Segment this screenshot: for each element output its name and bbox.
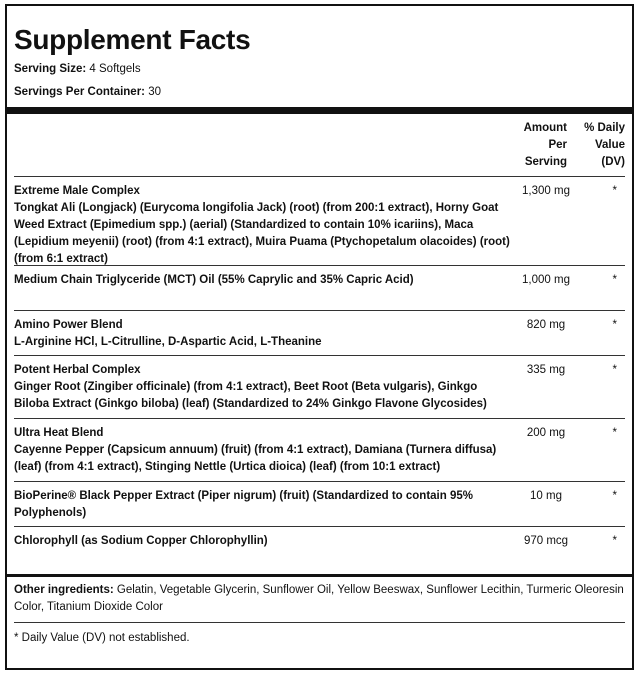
- serving-size-label: Serving Size:: [14, 63, 87, 75]
- other-ingredients-value: Gelatin, Vegetable Glycerin, Sunflower Oil, Yellow Beeswax, Sunflower Lecithin, Turmeric Oleoresin Color, Titanium Dioxide Color: [14, 584, 624, 613]
- ingredient-row: [14, 177, 625, 265]
- thick-divider: [7, 107, 632, 114]
- ingredient-row: [14, 266, 625, 310]
- servings-per-container-value: 30: [148, 86, 162, 98]
- ingredient-amount: 1,000 mg: [522, 274, 570, 286]
- servings-per-container: [14, 85, 625, 99]
- ingredient-dv: *: [612, 364, 617, 376]
- ingredient-amount: 200 mg: [526, 427, 566, 439]
- ingredient-detail: Ginger Root (Zingiber officinale) (from 4:1 extract), Beet Root (Beta vulgaris), Ginkgo Biloba Extract (Ginkgo biloba) (leaf) (Standardized to 24% Ginkgo Flavone Glycosides): [14, 381, 487, 410]
- supplement-facts-panel: [5, 4, 634, 670]
- ingredient-text: [14, 488, 514, 522]
- ingredient-text: [14, 183, 514, 268]
- dv-header: % Daily Value (DV): [584, 122, 625, 168]
- column-header: [14, 114, 625, 176]
- ingredient-name: BioPerine® Black Pepper Extract (Piper nigrum) (fruit) (Standardized to contain 95% Polyphenols): [14, 490, 473, 519]
- ingredient-dv: *: [612, 427, 617, 439]
- ingredient-row: [14, 311, 625, 355]
- other-ingredients-label: Other ingredients:: [14, 584, 114, 596]
- ingredient-dv: *: [612, 274, 617, 286]
- panel-title: Supplement Facts: [14, 24, 251, 55]
- ingredient-text: [14, 362, 514, 413]
- ingredient-amount: 970 mcg: [523, 535, 569, 547]
- serving-size-value: 4 Softgels: [89, 63, 141, 75]
- ingredient-detail: Cayenne Pepper (Capsicum annuum) (fruit) (from 4:1 extract), Damiana (Turnera diffusa) (leaf) (from 4:1 extract), Stinging Nettle (Urtica dioica) (leaf) (from 10:1 extract): [14, 444, 497, 473]
- ingredient-text: [14, 533, 514, 550]
- ingredient-row: [14, 419, 625, 481]
- ingredient-row: [14, 482, 625, 526]
- ingredient-name: Extreme Male Complex: [14, 185, 140, 197]
- serving-size: [14, 62, 625, 76]
- ingredient-text: [14, 317, 514, 351]
- footnote: * Daily Value (DV) not established.: [14, 632, 190, 644]
- ingredient-dv: *: [612, 185, 617, 197]
- ingredient-detail: L-Arginine HCl, L-Citrulline, D-Aspartic Acid, L-Theanine: [14, 336, 322, 348]
- ingredient-detail: Tongkat Ali (Longjack) (Eurycoma longifolia Jack) (root) (from 200:1 extract), Horny Goat Weed Extract (Epimedium spp.) (aerial) (Standardized to contain 10% icariins), Maca (Lepidium meyenii) (root) (from 4:1 extract), Muira Puama (Ptychopetalum olacoides) (root) (from 6:1 extract): [14, 202, 510, 265]
- ingredient-text: [14, 272, 514, 289]
- ingredient-amount: 335 mg: [526, 364, 566, 376]
- ingredient-amount: 10 mg: [530, 490, 562, 502]
- ingredient-dv: *: [612, 319, 617, 331]
- ingredient-name: Ultra Heat Blend: [14, 427, 104, 439]
- ingredient-row: [14, 527, 625, 574]
- ingredient-dv: *: [612, 490, 617, 502]
- servings-per-container-label: Servings Per Container:: [14, 86, 146, 98]
- ingredient-text: [14, 425, 514, 476]
- ingredient-amount: 820 mg: [526, 319, 566, 331]
- amount-header: Amount Per Serving: [523, 122, 567, 168]
- ingredient-dv: *: [612, 535, 617, 547]
- ingredient-row: [14, 356, 625, 418]
- other-ingredients: [14, 577, 625, 622]
- ingredient-name: Chlorophyll (as Sodium Copper Chlorophyllin): [14, 535, 268, 547]
- ingredient-name: Potent Herbal Complex: [14, 364, 141, 376]
- ingredient-amount: 1,300 mg: [522, 185, 570, 197]
- ingredient-name: Amino Power Blend: [14, 319, 123, 331]
- ingredient-name: Medium Chain Triglyceride (MCT) Oil (55% Caprylic and 35% Capric Acid): [14, 274, 414, 286]
